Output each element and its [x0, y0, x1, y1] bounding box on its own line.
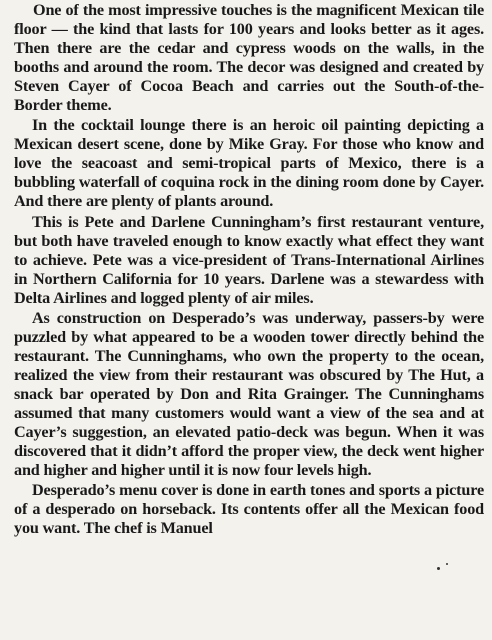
- print-speck: [437, 567, 440, 570]
- article-paragraph: One of the most impressive touches is the magnificent Mexican tile floor — the kind that lasts for 100 years and looks better as it ages. Then there are the cedar and cypress woods on the walls, in the booths and around the room. The decor was designed and created by Steven Cayer of Cocoa Beach and carries out the South-of-the-Border theme.: [14, 1, 484, 115]
- article-paragraph: This is Pete and Darlene Cunningham’s first restaurant venture, but both have traveled enough to know exactly what effect they want to achieve. Pete was a vice-president of Trans-International Airlines in Northern California for 10 years. Darlene was a stewardess with Delta Airlines and logged plenty of air miles.: [14, 212, 484, 307]
- article-paragraph: In the cocktail lounge there is an heroic oil painting depicting a Mexican desert scene, done by Mike Gray. For those who know and love the seacoast and semi-tropical parts of Mexico, there is a bubbling waterfall of coquina rock in the dining room done by Cayer. And there are plenty of plants around.: [14, 116, 484, 211]
- article-column: [14, 1, 484, 538]
- print-speck: [446, 563, 448, 565]
- article-paragraph: As construction on Desperado’s was underway, passers-by were puzzled by what appeared to be a wooden tower directly behind the restaurant. The Cunninghams, who own the property to the ocean, realized the view from their restaurant was obscured by The Hut, a snack bar operated by Don and Rita Grainger. The Cunninghams assumed that many customers would want a view of the sea and at Cayer’s suggestion, an elevated patio-deck was begun. When it was discovered that it didn’t afford the proper view, the deck went higher and higher and higher until it is now four levels high.: [14, 308, 484, 480]
- article-paragraph: Desperado’s menu cover is done in earth tones and sports a picture of a desperado on horseback. Its contents offer all the Mexican food you want. The chef is Manuel: [14, 481, 484, 538]
